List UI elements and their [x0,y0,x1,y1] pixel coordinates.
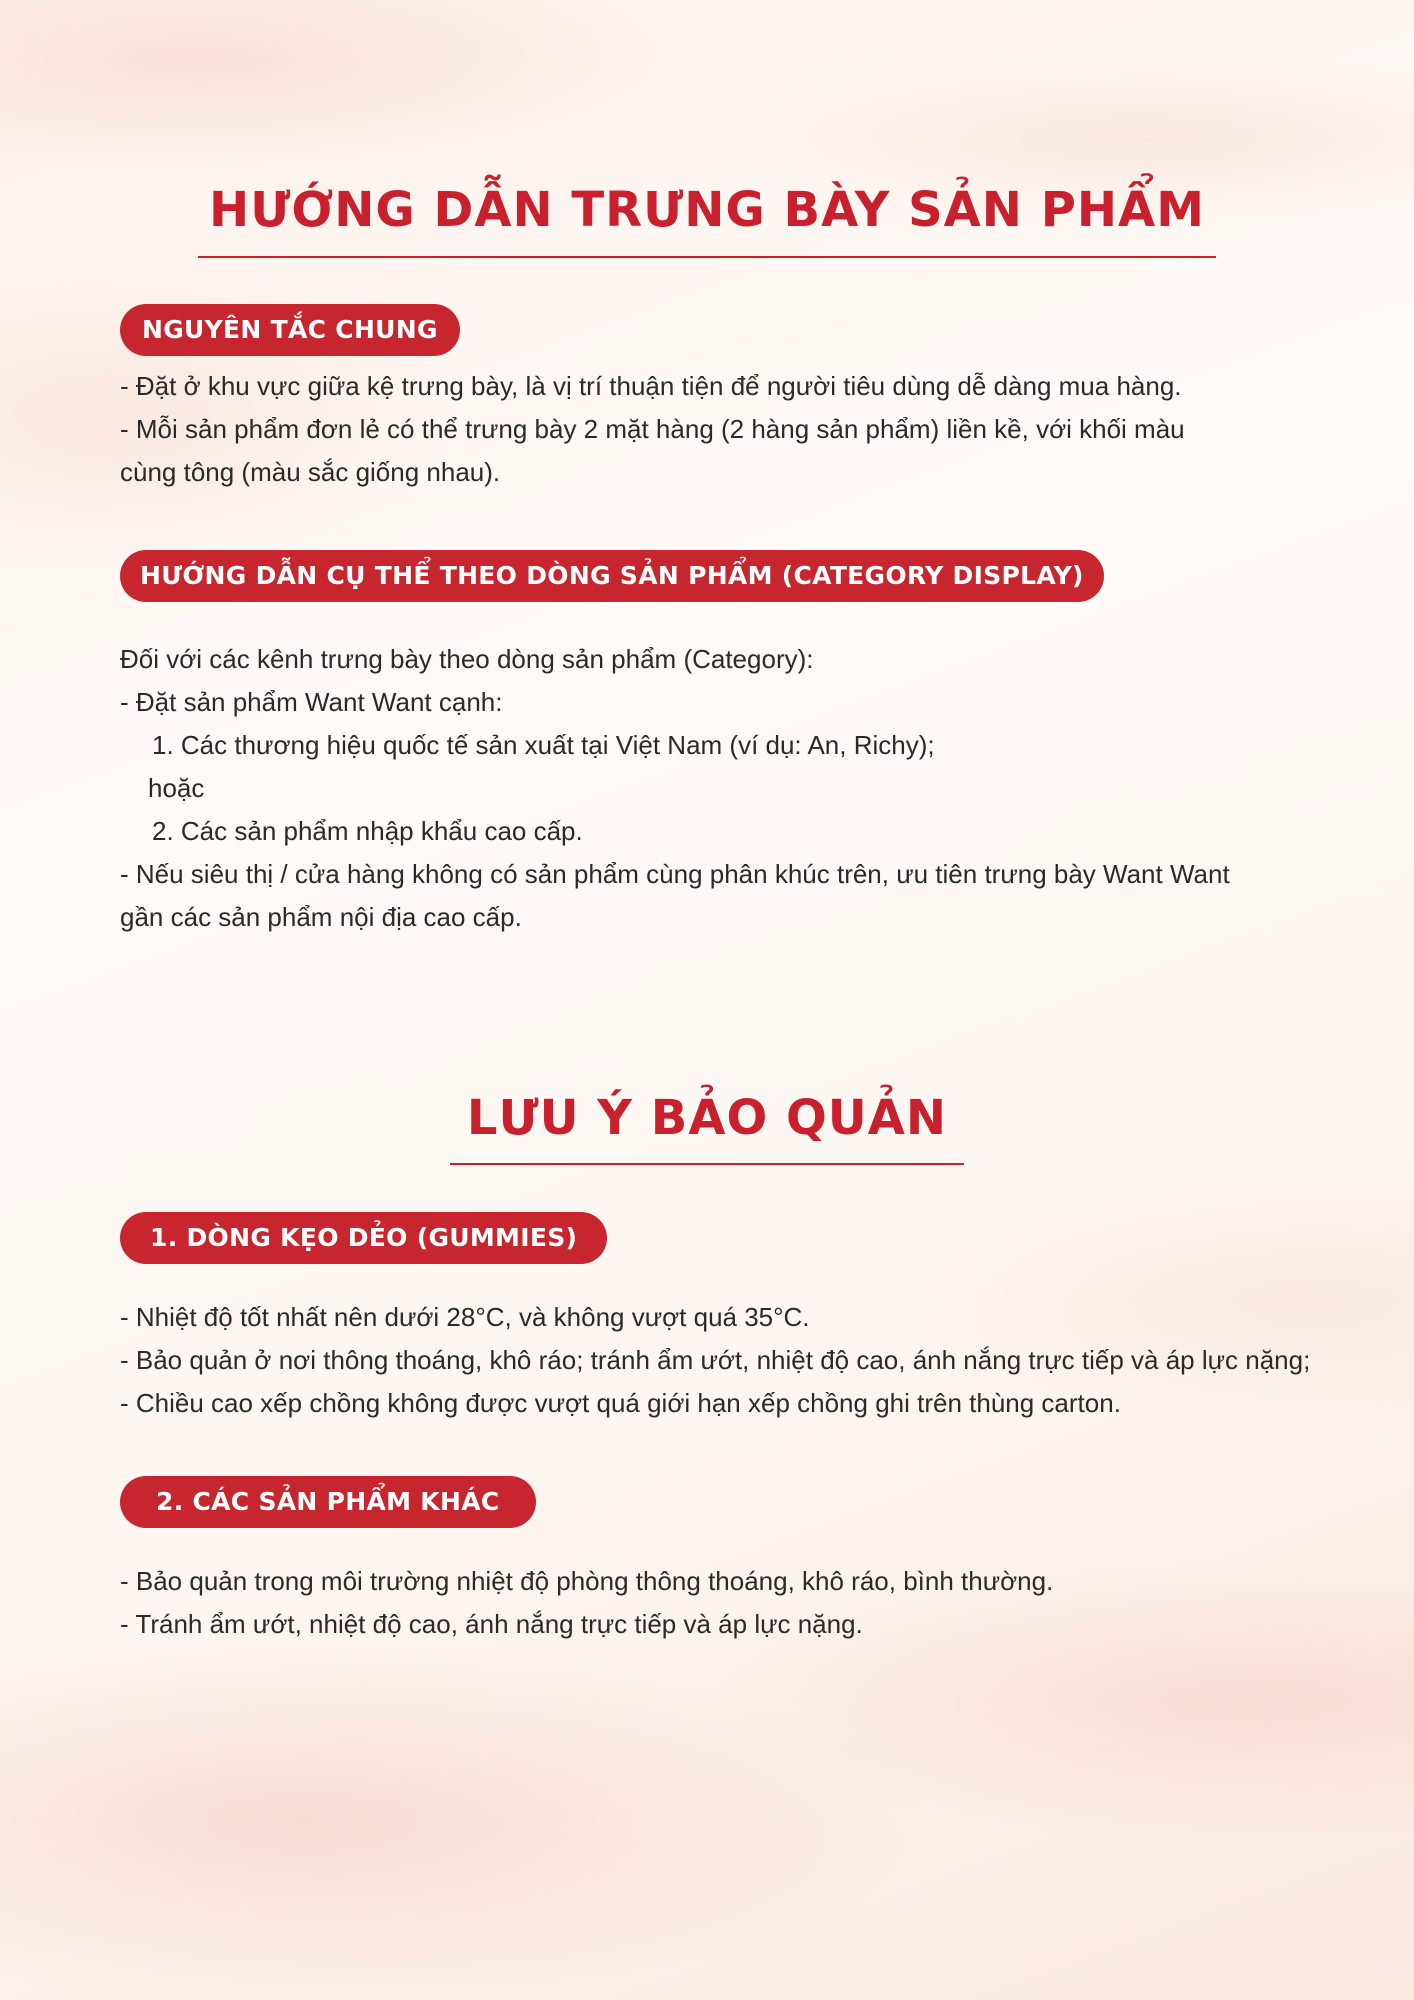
other-products-label: 2. CÁC SẢN PHẨM KHÁC [120,1476,536,1528]
storage-notes-title-underline [450,1163,964,1165]
gummies-text [120,1296,1350,1425]
general-line: - Mỗi sản phẩm đơn lẻ có thể trưng bày 2 mặt hàng (2 hàng sản phẩm) liền kề, với khối màu [120,414,1185,444]
other-products-line: - Tránh ẩm ướt, nhiệt độ cao, ánh nắng trực tiếp và áp lực nặng. [120,1609,863,1639]
other-products-line: - Bảo quản trong môi trường nhiệt độ phòng thông thoáng, khô ráo, bình thường. [120,1566,1054,1596]
category-line: hoặc [148,773,205,803]
storage-notes-title: LƯU Ý BẢO QUẢN [466,1090,948,1146]
general-principles-label: NGUYÊN TẮC CHUNG [120,304,460,356]
category-line: 2. Các sản phẩm nhập khẩu cao cấp. [152,816,583,846]
display-guide-title-underline [198,256,1216,258]
display-guide-title: HƯỚNG DẪN TRƯNG BÀY SẢN PHẨM [209,182,1205,238]
category-display-text [120,638,1350,939]
category-display-label: HƯỚNG DẪN CỤ THỂ THEO DÒNG SẢN PHẨM (CATEGORY DISPLAY) [120,550,1104,602]
general-line: - Đặt ở khu vực giữa kệ trưng bày, là vị trí thuận tiện để người tiêu dùng dễ dàng mua hàng. [120,371,1182,401]
gummies-label: 1. DÒNG KẸO DẺO (GUMMIES) [120,1212,607,1264]
gummies-line: - Nhiệt độ tốt nhất nên dưới 28°C, và không vượt quá 35°C. [120,1302,810,1332]
category-line: gần các sản phẩm nội địa cao cấp. [120,902,522,932]
general-principles-text [120,365,1350,494]
category-line: 1. Các thương hiệu quốc tế sản xuất tại Việt Nam (ví dụ: An, Richy); [152,730,935,760]
general-line: cùng tông (màu sắc giống nhau). [120,457,501,487]
gummies-line: - Chiều cao xếp chồng không được vượt quá giới hạn xếp chồng ghi trên thùng carton. [120,1388,1121,1418]
other-products-text [120,1560,1350,1646]
category-line: Đối với các kênh trưng bày theo dòng sản phẩm (Category): [120,644,814,674]
category-line: - Đặt sản phẩm Want Want cạnh: [120,687,503,717]
gummies-line: - Bảo quản ở nơi thông thoáng, khô ráo; tránh ẩm ướt, nhiệt độ cao, ánh nắng trực tiếp và áp lực nặng; [120,1345,1311,1375]
category-line: - Nếu siêu thị / cửa hàng không có sản phẩm cùng phân khúc trên, ưu tiên trưng bày Want Want [120,859,1230,889]
